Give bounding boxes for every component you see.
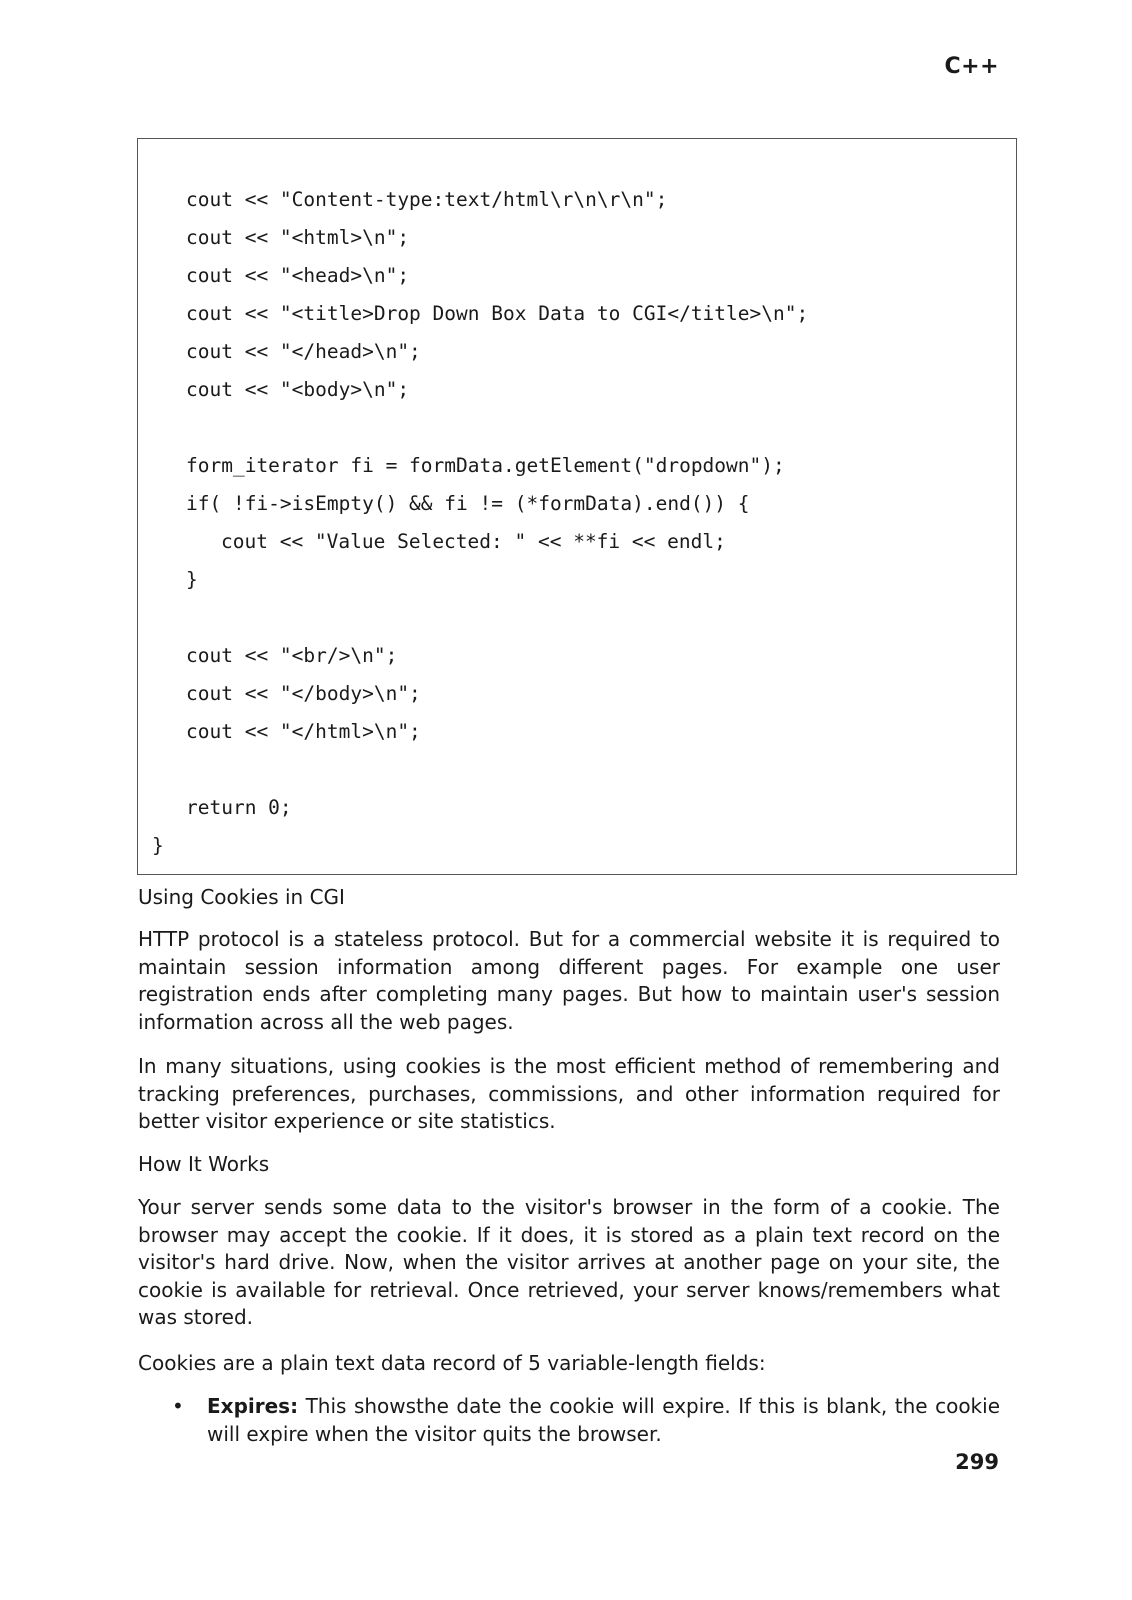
code-line: cout << "<title>Drop Down Box Data to CGI</title>\n"; [186,302,809,325]
code-line: } [152,834,164,857]
code-line: if( !fi->isEmpty() && fi != (*formData).end()) { [186,492,750,515]
code-line: cout << "<body>\n"; [186,378,410,401]
paragraph: Cookies are a plain text data record of 5 variable-length fields: [138,1351,766,1375]
code-line: } [186,568,198,591]
section-heading: Using Cookies in CGI [138,885,345,909]
paragraph: In many situations, using cookies is the most efficient method of remembering and tracking preferences, purchases, commissions, and other information required for better visitor experience or site statistics. [138,1054,1000,1133]
code-line: cout << "Content-type:text/html\r\n\r\n"; [186,188,668,211]
paragraph: Your server sends some data to the visitor's browser in the form of a cookie. The browser may accept the cookie. If it does, it is stored as a plain text record on the visitor's hard drive. Now, when the visitor arrives at another page on your site, the cookie is available for retrieval. Once retrieved, your server knows/remembers what was stored. [138,1195,1000,1329]
list-item-text: This showsthe date the cookie will expire. If this is blank, the cookie will expire when the visitor quits the browser. [207,1394,1000,1446]
code-line: cout << "</head>\n"; [186,340,421,363]
paragraph: HTTP protocol is a stateless protocol. But for a commercial website it is required to maintain session information among different pages. For example one user registration ends after completing many pages. But how to maintain user's session information across all the web pages. [138,927,1000,1034]
bullet-icon: • [172,1394,184,1418]
page-number: 299 [955,1450,999,1474]
code-line: cout << "<html>\n"; [186,226,410,249]
code-line: form_iterator fi = formData.getElement("dropdown"); [186,454,785,477]
list-item [207,1393,1000,1448]
code-line: cout << "<br/>\n"; [186,644,398,667]
code-line: return 0; [186,796,292,819]
code-line: cout << "</body>\n"; [186,682,421,705]
section-heading: How It Works [138,1152,270,1176]
list-item-term: Expires: [207,1394,299,1418]
code-line: cout << "Value Selected: " << **fi << endl; [221,530,726,553]
code-line: cout << "</html>\n"; [186,720,421,743]
code-line: cout << "<head>\n"; [186,264,410,287]
running-header: C++ [944,54,999,79]
